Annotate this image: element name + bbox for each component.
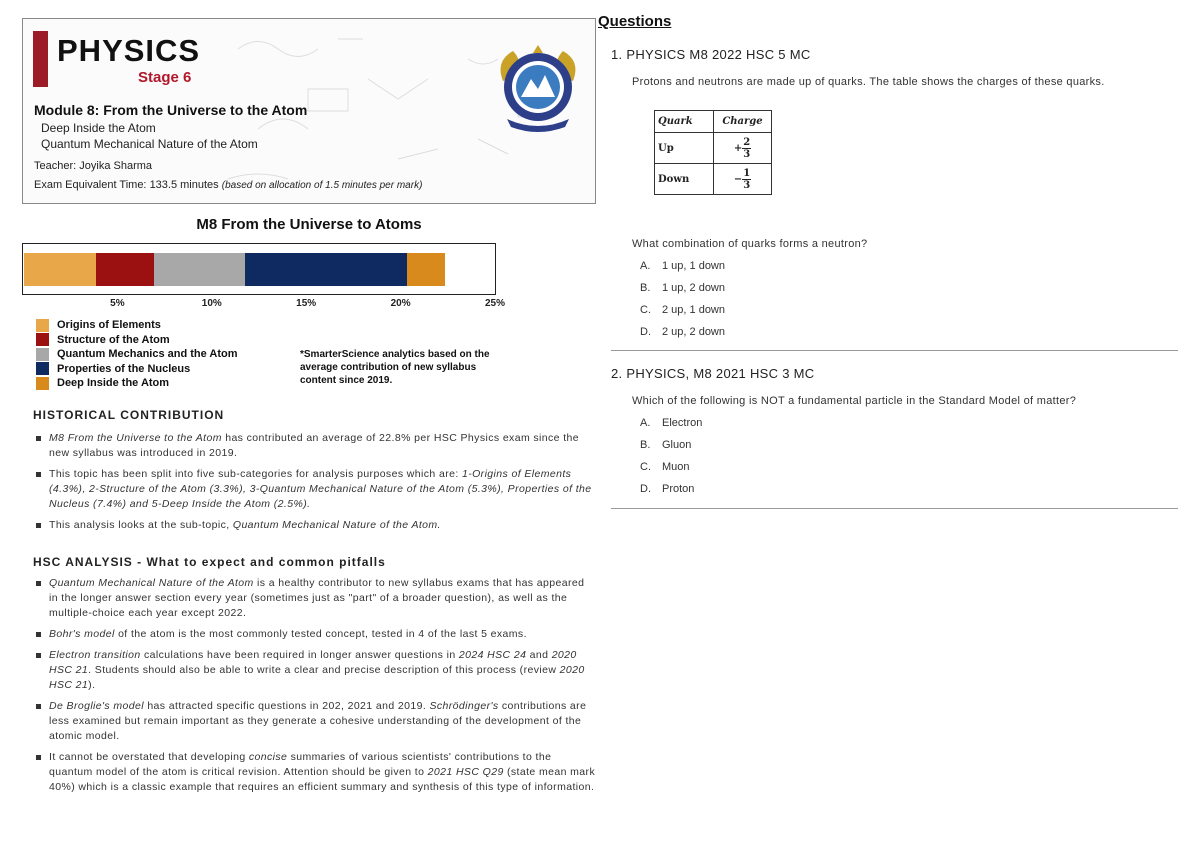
option-a[interactable] [640,417,702,429]
accent-bar [33,31,48,87]
legend-item [36,376,238,391]
legend-item [36,347,238,362]
table-header-cell: Quark [655,111,714,133]
text: . Students should also be able to write a clear and precise description of this process (review [88,664,560,676]
exam-note: (based on allocation of 1.5 minutes per mark) [221,180,423,191]
subtopic-deep-inside: Deep Inside the Atom [41,121,156,135]
module-header [22,18,596,204]
bar-segment-1 [24,253,96,286]
option-c[interactable] [640,461,690,473]
text: ). [88,679,96,691]
table-cell-quark: Up [655,133,714,164]
option-c[interactable] [640,304,725,316]
hsc-heading: HSC ANALYSIS - What to expect and common pitfalls [33,555,386,569]
text: and [526,649,552,661]
emphasis: Quantum Mechanical Nature of the Atom. [232,519,441,531]
option-letter: C. [640,304,651,316]
legend-item [36,318,238,333]
historical-heading: HISTORICAL CONTRIBUTION [33,408,225,422]
x-tick-label: 15% [296,298,317,309]
exam-time-line [34,179,422,191]
text: has attracted specific questions in 202, 2021 and 2019. [144,700,430,712]
fraction-denominator: 3 [743,148,751,160]
question-divider [611,350,1178,351]
option-text: 2 up, 2 down [662,326,725,338]
x-tick-label: 5% [110,298,125,309]
x-tick-label: 20% [390,298,411,309]
teacher-name: Joyika Sharma [79,160,153,172]
option-text: 1 up, 1 down [662,260,725,272]
option-text: Gluon [662,439,692,451]
table-row [655,164,772,195]
text: has contributed an average of 22.8% per HSC Physics exam since the new syllabus was introduced in 2019. [49,432,580,459]
text: contributions are less examined but remain important as they generate a cohesive understanding of the development of the atomic model. [49,700,587,742]
question-2-title: 2. PHYSICS, M8 2021 HSC 3 MC [611,366,815,381]
emphasis: Electron transition [49,649,141,661]
stage-label: Stage 6 [138,69,192,86]
charge-fraction [742,168,751,191]
emphasis: De Broglie's model [49,700,144,712]
option-text: 2 up, 1 down [662,304,725,316]
option-b[interactable] [640,439,691,451]
legend-item [36,362,238,377]
option-letter: D. [640,326,651,338]
text: This topic has been split into five sub-categories for analysis purposes which are: [49,468,462,480]
fraction-numerator: 2 [743,136,751,148]
list-item [33,467,596,512]
charge-fraction [742,137,751,160]
chart-title: M8 From the Universe to Atoms [196,216,422,233]
emphasis: concise [248,751,288,763]
exam-label: Exam Equivalent Time: [34,179,147,191]
question-divider [611,508,1178,509]
list-item [33,648,596,693]
option-letter: A. [640,260,651,272]
chart-note: *SmarterScience analytics based on the average contribution of new syllabus content since 2019. [300,349,490,386]
table-header-cell: Charge [714,111,772,133]
legend-label: Properties of the Nucleus [57,362,191,375]
text: is a healthy contributor to new syllabus exams that has appeared in the longer answer section every year (sometimes just as "part" of a broader question), as well as the multiple-choice each year except 2022. [49,577,585,619]
legend-label: Structure of the Atom [57,333,170,346]
question-1-prompt: What combination of quarks forms a neutron? [632,238,868,250]
option-text: Electron [662,417,703,429]
chart-legend [36,318,238,391]
bar-segment-2 [96,253,155,286]
legend-swatch [36,333,49,346]
school-crest-icon [493,41,583,137]
fraction-denominator: 3 [743,179,751,191]
exam-time: 133.5 minutes [149,179,219,191]
text: It cannot be overstated that developing [49,751,249,763]
legend-label: Deep Inside the Atom [57,377,170,390]
option-letter: A. [640,417,651,429]
list-item [33,627,596,642]
bar-segment-5 [407,253,445,286]
legend-item [36,333,238,348]
option-d[interactable] [640,483,694,495]
x-tick-label: 25% [484,298,506,309]
text: This analysis looks at the sub-topic, [49,519,233,531]
option-letter: C. [640,461,651,473]
emphasis: M8 From the Universe to the Atom [49,432,222,444]
option-b[interactable] [640,282,725,294]
option-letter: D. [640,483,651,495]
table-cell-charge [714,133,772,164]
stacked-bar-chart [22,243,496,295]
teacher-label: Teacher: [34,160,77,172]
x-tick-label: 10% [201,298,222,309]
option-letter: B. [640,439,651,451]
questions-heading: Questions [598,13,672,30]
emphasis: 2020 HSC 21 [49,664,585,691]
table-header-row [655,111,772,133]
emphasis: 1-Origins of Elements (4.3%), 2-Structure of the Atom (3.3%), 3-Quantum Mechanical Nature of the Atom (5.3%), Properties of the Nucleus (7.4%) and 5-Deep Inside the Atom (2.5%). [49,468,592,510]
module-title: Module 8: From the Universe to the Atom [34,102,308,118]
legend-label: Origins of Elements [57,319,161,332]
table-cell-charge [714,164,772,195]
emphasis: Schrödinger's [429,700,499,712]
emphasis: 2024 HSC 24 [458,649,527,661]
question-2-prompt: Which of the following is NOT a fundamental particle in the Standard Model of matter? [632,395,1077,407]
hsc-list [33,576,596,801]
subtopic-quantum: Quantum Mechanical Nature of the Atom [41,137,258,151]
text: (state mean mark 40%) which is a classic example that requires an efficient summary and synthesis of this type of information. [49,766,596,793]
question-1-intro: Protons and neutrons are made up of quarks. The table shows the charges of these quarks. [632,76,1105,88]
legend-label: Quantum Mechanics and the Atom [57,348,238,361]
option-text: Muon [662,461,690,473]
list-item [33,518,596,533]
option-d[interactable] [640,326,725,338]
subject-title: PHYSICS [57,33,201,68]
emphasis: 2021 HSC Q29 [427,766,504,778]
emphasis: 2020 HSC 21 [49,649,577,676]
option-a[interactable] [640,260,725,272]
text: calculations have been required in longer answer questions in [140,649,459,661]
charge-sign: − [733,173,743,185]
option-text: 1 up, 2 down [662,282,725,294]
list-item [33,750,596,795]
emphasis: Quantum Mechanical Nature of the Atom [49,577,254,589]
table-row [655,133,772,164]
text: of the atom is the most commonly tested concept, tested in 4 of the last 5 exams. [114,628,527,640]
question-1-title: 1. PHYSICS M8 2022 HSC 5 MC [611,47,811,62]
charge-sign: + [733,142,743,154]
quark-charge-table [654,110,772,195]
legend-swatch [36,362,49,375]
text: summaries of various scientists' contributions to the quantum model of the atom is critical revision. Attention should be given to [49,751,552,778]
legend-swatch [36,319,49,332]
option-text: Proton [662,483,695,495]
historical-list [33,431,596,539]
chart-x-axis [22,298,506,312]
option-letter: B. [640,282,651,294]
list-item [33,576,596,621]
legend-swatch [36,377,49,390]
legend-swatch [36,348,49,361]
teacher-line [34,160,152,172]
bar-segment-3 [154,253,245,286]
fraction-numerator: 1 [743,167,751,179]
list-item [33,431,596,461]
table-cell-quark: Down [655,164,714,195]
list-item [33,699,596,744]
emphasis: Bohr's model [49,628,115,640]
bar-segment-4 [245,253,407,286]
